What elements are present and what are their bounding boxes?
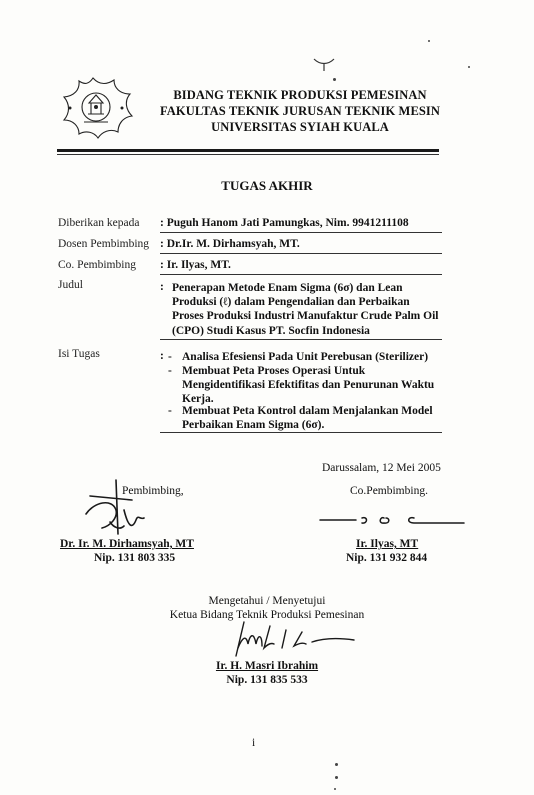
supervisor-value: : Dr.Ir. M. Dirhamsyah, MT. (160, 238, 300, 250)
co-supervisor-role: Co.Pembimbing. (350, 485, 428, 497)
page-number: i (252, 737, 256, 749)
task-dash: - (168, 365, 172, 377)
tasks-colon: : (160, 350, 164, 362)
thesis-title (172, 281, 442, 338)
institution-line-3: UNIVERSITAS SYIAH KUALA (211, 120, 389, 134)
institution-line-1: BIDANG TEKNIK PRODUKSI PEMESINAN (173, 88, 427, 102)
task-item-2-line-3: Kerja. (182, 393, 214, 406)
task-item-2-line-1: Membuat Peta Proses Operasi Untuk (182, 365, 366, 377)
place-date: Darussalam, 12 Mei 2005 (322, 462, 441, 474)
title-colon: : (160, 281, 164, 293)
thesis-title-line-2: Produksi (ℓ) dalam Pengendalian dan Perbaikan (172, 296, 410, 309)
scan-speck (333, 78, 336, 81)
supervisor-signature (72, 470, 172, 540)
task-item-2-line-2: Mengidentifikasi Efektifitas dan Penurunan Waktu (182, 379, 435, 392)
title-label: Judul (58, 279, 83, 291)
task-dash: - (168, 405, 172, 417)
title-underline (160, 339, 442, 340)
thesis-title-line-1: Penerapan Metode Enam Sigma (6σ) dan Lean (172, 282, 403, 294)
co-supervisor-nip: Nip. 131 932 844 (346, 552, 428, 564)
given-to-value: : Puguh Hanom Jati Pamungkas, Nim. 9941211108 (160, 217, 409, 229)
scan-speck (428, 40, 430, 42)
given-to-underline (160, 232, 442, 233)
task-item-3-line-1: Membuat Peta Kontrol dalam Menjalankan Model (182, 405, 433, 417)
task-item-1-line-1: Analisa Efesiensi Pada Unit Perebusan (Sterilizer) (182, 351, 429, 363)
thesis-title-line-3: Proses Produksi Industri Manufaktur Crude Palm Oil (172, 310, 439, 323)
scan-mark (312, 55, 336, 73)
scan-speck (334, 788, 336, 790)
supervisor-underline (160, 253, 442, 254)
tasks-underline (160, 432, 442, 433)
thesis-title-line-4: (CPO) Studi Kasus PT. Socfin Indonesia (172, 324, 370, 337)
given-to-label: Diberikan kepada (58, 217, 140, 229)
co-supervisor-signature (318, 508, 468, 530)
tasks-label: Isi Tugas (58, 348, 100, 360)
scan-speck (468, 66, 470, 68)
head-signature (228, 618, 358, 660)
co-supervisor-label: Co. Pembimbing (58, 259, 136, 271)
task-dash: - (168, 351, 172, 363)
supervisor-role: Pembimbing, (122, 485, 184, 497)
scan-speck (335, 776, 338, 779)
university-seal-logo (48, 70, 138, 145)
supervisor-nip: Nip. 131 803 335 (94, 552, 176, 564)
approval-line-1: Mengetahui / Menyetujui (208, 595, 326, 607)
co-supervisor-underline (160, 274, 442, 275)
task-item-3-line-2: Perbaikan Enam Sigma (6σ). (182, 419, 325, 432)
header-rule-thin (57, 154, 439, 155)
supervisor-label: Dosen Pembimbing (58, 238, 150, 250)
head-name (0, 660, 534, 672)
supervisor-name: Dr. Ir. M. Dirhamsyah, MT (60, 538, 194, 550)
head-nip: Nip. 131 835 533 (226, 674, 308, 686)
scan-speck (335, 763, 338, 766)
co-supervisor-value: : Ir. Ilyas, MT. (160, 259, 231, 271)
document-title: TUGAS AKHIR (221, 178, 313, 193)
approval-line-2: Ketua Bidang Teknik Produksi Pemesinan (169, 609, 365, 621)
header-rule-thick (57, 149, 439, 152)
institution-line-2: FAKULTAS TEKNIK JURUSAN TEKNIK MESIN (159, 104, 441, 118)
head-name-text: Ir. H. Masri Ibrahim (215, 660, 319, 672)
co-supervisor-name: Ir. Ilyas, MT (356, 538, 419, 550)
